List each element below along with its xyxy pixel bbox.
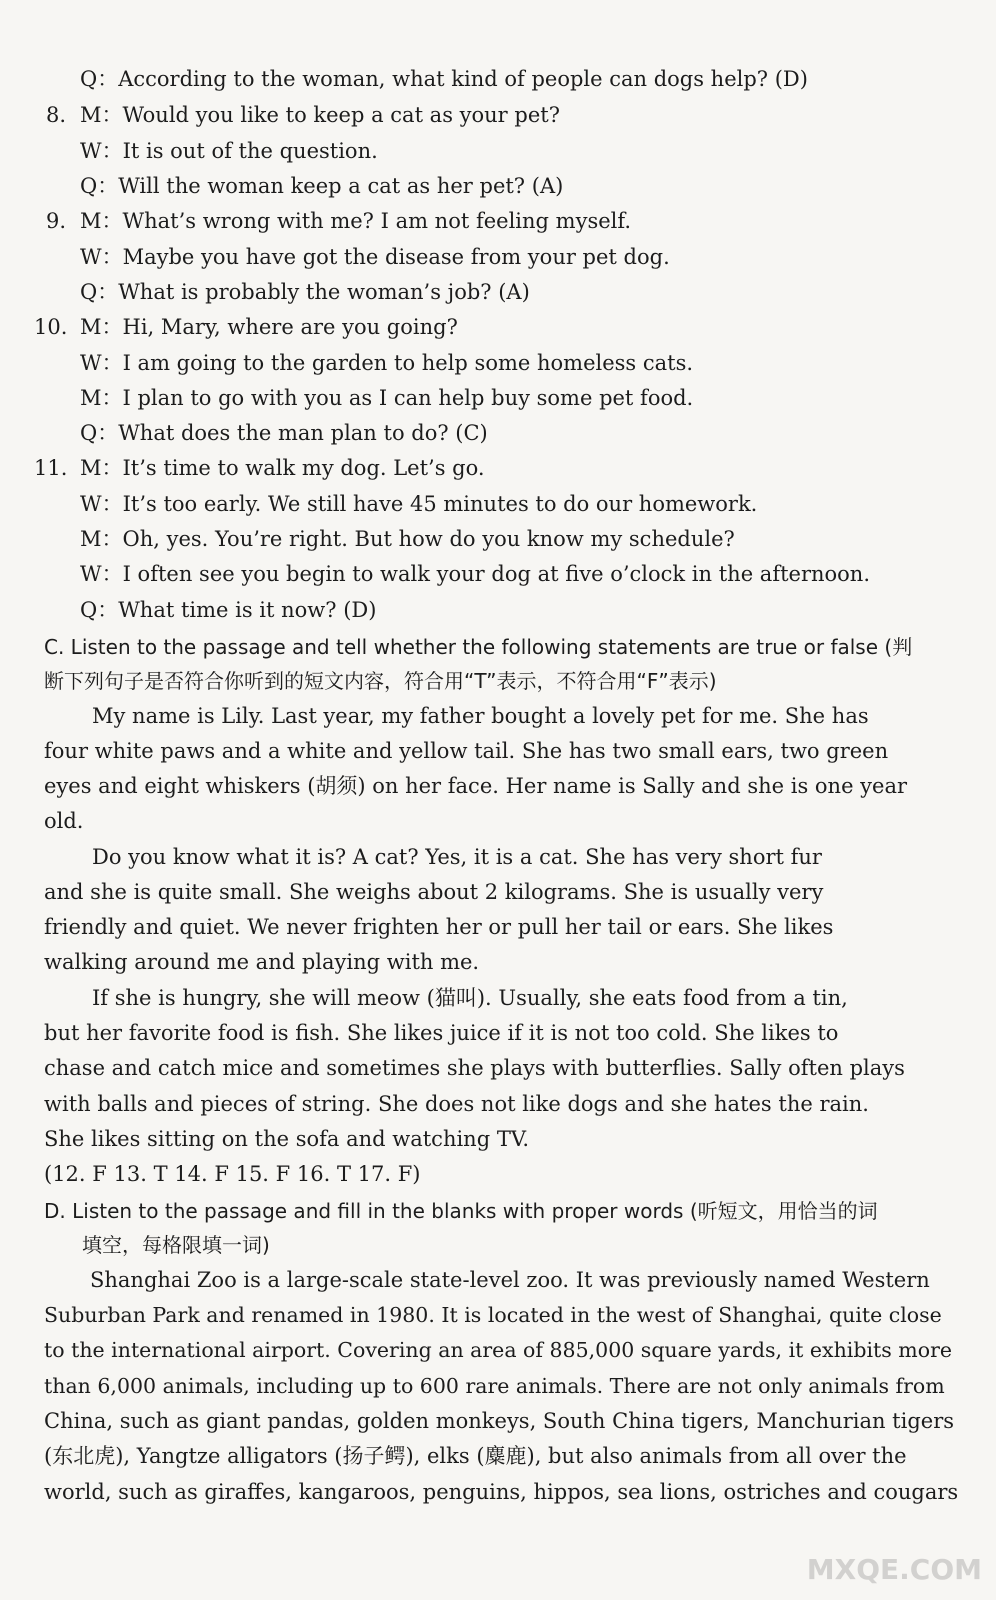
dialogue-line: M：Hi, Mary, where are you going? <box>80 315 458 339</box>
passage-line: China, such as giant pandas, golden monkeys, South China tigers, Manchurian tigers <box>44 1409 955 1433</box>
dialogue-line: M：I plan to go with you as I can help buy some pet food. <box>80 386 694 410</box>
section-c-header: C. Listen to the passage and tell whether the following statements are true or false (判 <box>44 635 913 659</box>
passage-line: walking around me and playing with me. <box>44 950 480 974</box>
passage-line: old. <box>44 809 84 833</box>
passage-line: friendly and quiet. We never frighten her or pull her tail or ears. She likes <box>44 915 834 939</box>
dialogue-line: M：Oh, yes. You’re right. But how do you know my schedule? <box>80 527 735 551</box>
passage-line: Shanghai Zoo is a large-scale state-level zoo. It was previously named Western <box>90 1268 930 1292</box>
passage-line: than 6,000 animals, including up to 600 rare animals. There are not only animals from <box>44 1374 945 1398</box>
dialogue-line: Q：Will the woman keep a cat as her pet? (A) <box>80 174 564 198</box>
section-d-header-cont: 填空，每格限填一词) <box>82 1233 270 1257</box>
passage-line: (东北虎), Yangtze alligators (扬子鳄), elks (麋鹿), but also animals from all over the <box>44 1444 907 1468</box>
dialogue-line: Q：What does the man plan to do? (C) <box>80 421 488 445</box>
passage-line: four white paws and a white and yellow tail. She has two small ears, two green <box>44 739 889 763</box>
dialogue-line: Q：What time is it now? (D) <box>80 598 377 622</box>
passage-line: eyes and eight whiskers (胡须) on her face. Her name is Sally and she is one year <box>44 774 908 798</box>
site-watermark: MXQE.COM <box>806 1553 982 1586</box>
item-number: 9. <box>46 209 67 233</box>
dialogue-line: Q：What is probably the woman’s job? (A) <box>80 280 530 304</box>
section-c-header-cont: 断下列句子是否符合你听到的短文内容，符合用“T”表示，不符合用“F”表示) <box>44 669 717 693</box>
answer-key: (12. F 13. T 14. F 15. F 16. T 17. F) <box>44 1162 421 1186</box>
passage-line: My name is Lily. Last year, my father bought a lovely pet for me. She has <box>92 704 869 728</box>
passage-line: but her favorite food is fish. She likes juice if it is not too cold. She likes to <box>44 1021 839 1045</box>
dialogue-line: M：Would you like to keep a cat as your pet? <box>80 103 560 127</box>
passage-line: with balls and pieces of string. She does not like dogs and she hates the rain. <box>44 1092 869 1116</box>
passage-line: world, such as giraffes, kangaroos, penguins, hippos, sea lions, ostriches and cougars <box>44 1480 959 1504</box>
passage-line: to the international airport. Covering an area of 885,000 square yards, it exhibits more <box>44 1338 953 1362</box>
section-d-header: D. Listen to the passage and fill in the blanks with proper words (听短文，用恰当的词 <box>44 1199 878 1223</box>
dialogue-line: W：Maybe you have got the disease from your pet dog. <box>80 245 670 269</box>
item-number: 10. <box>34 315 68 339</box>
passage-line: Do you know what it is? A cat? Yes, it is a cat. She has very short fur <box>92 845 822 869</box>
dialogue-line: Q：According to the woman, what kind of people can dogs help? (D) <box>80 67 808 91</box>
passage-line: If she is hungry, she will meow (猫叫). Usually, she eats food from a tin, <box>92 986 848 1010</box>
dialogue-line: W：I am going to the garden to help some homeless cats. <box>80 351 694 375</box>
passage-line: She likes sitting on the sofa and watching TV. <box>44 1127 529 1151</box>
passage-line: and she is quite small. She weighs about 2 kilograms. She is usually very <box>44 880 824 904</box>
item-number: 11. <box>34 456 68 480</box>
passage-line: Suburban Park and renamed in 1980. It is located in the west of Shanghai, quite close <box>44 1303 942 1327</box>
dialogue-line: W：It is out of the question. <box>80 139 378 163</box>
item-number: 8. <box>46 103 67 127</box>
dialogue-line: W：It’s too early. We still have 45 minutes to do our homework. <box>80 492 758 516</box>
dialogue-line: W：I often see you begin to walk your dog at five o’clock in the afternoon. <box>80 562 871 586</box>
dialogue-line: M：It’s time to walk my dog. Let’s go. <box>80 456 485 480</box>
passage-line: chase and catch mice and sometimes she plays with butterflies. Sally often plays <box>44 1056 905 1080</box>
dialogue-line: M：What’s wrong with me? I am not feeling myself. <box>80 209 632 233</box>
